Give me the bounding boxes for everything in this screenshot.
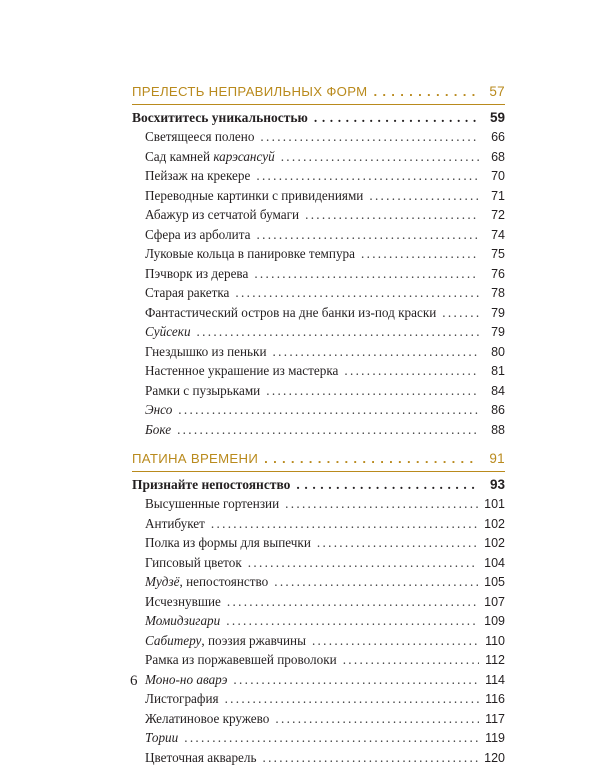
section-rule [132,471,505,472]
dot-leader [275,711,479,724]
entry-title: Гипсовый цветок [145,555,242,571]
section-heading[interactable] [132,84,505,104]
toc-entry[interactable] [132,129,505,149]
dot-leader [235,285,479,298]
entry-page-number: 101 [484,497,505,511]
dot-leader [285,496,478,509]
toc-entry[interactable] [132,672,505,692]
dot-leader [254,266,479,279]
chapter-title: Восхититесь уникальностью [132,110,308,126]
section-title: ПАТИНА ВРЕМЕНИ [132,451,258,466]
toc-entry[interactable] [132,633,505,653]
chapter-page-number: 93 [485,477,505,492]
entry-page-number: 80 [485,345,505,359]
entry-page-number: 76 [485,267,505,281]
entry-page-number: 120 [484,751,505,765]
entry-title: Сфера из арболита [145,227,251,243]
entry-title: Фантастический остров на дне банки из-под краски [145,305,436,321]
dot-leader [197,324,479,337]
section-page-number: 91 [485,451,505,466]
entry-page-number: 110 [485,634,505,648]
chapter-heading[interactable] [132,110,505,129]
entry-page-number: 81 [485,364,505,378]
entry-title: Высушенные гортензии [145,496,279,512]
entry-title: Мудзё, непостоянство [145,574,268,590]
toc-entry[interactable] [132,285,505,305]
toc-entry[interactable] [132,207,505,227]
section-rule [132,104,505,105]
entry-page-number: 79 [485,306,505,320]
dot-leader [369,188,479,201]
entry-title: Моно-но аварэ [145,672,227,688]
entry-page-number: 88 [485,423,505,437]
entry-page-number: 114 [485,673,505,687]
toc-entry[interactable] [132,227,505,247]
entry-page-number: 66 [485,130,505,144]
entry-title: Сад камней карэсансуй [145,149,275,165]
dot-leader [260,129,479,142]
entry-page-number: 70 [485,169,505,183]
chapter-heading[interactable] [132,477,505,496]
entry-title: Светящееся полено [145,129,254,145]
dot-leader [248,555,478,568]
entry-title: Пейзаж на крекере [145,168,250,184]
entry-page-number: 68 [485,150,505,164]
entry-page-number: 74 [485,228,505,242]
dot-leader [256,168,479,181]
entry-page-number: 112 [485,653,505,667]
dot-leader [281,149,479,162]
entry-title: Рамка из поржавевшей проволоки [145,652,337,668]
entry-page-number: 102 [484,536,505,550]
dot-leader [442,305,479,318]
entry-page-number: 107 [484,595,505,609]
entry-page-number: 116 [485,692,505,706]
dot-leader [296,477,479,491]
section-title: ПРЕЛЕСТЬ НЕПРАВИЛЬНЫХ ФОРМ [132,84,367,99]
toc-entry[interactable] [132,188,505,208]
toc-entry[interactable] [132,168,505,188]
dot-leader [177,422,479,435]
entry-page-number: 75 [485,247,505,261]
section-heading[interactable] [132,451,505,471]
toc-entry[interactable] [132,535,505,555]
entry-title: Пэчворк из дерева [145,266,248,282]
toc-entry[interactable] [132,652,505,672]
chapter-page-number: 59 [485,110,505,125]
entry-title: Настенное украшение из мастерка [145,363,338,379]
entry-list [132,496,505,769]
dot-leader [312,633,479,646]
dot-leader [266,383,479,396]
toc-entry[interactable] [132,324,505,344]
toc-entry[interactable] [132,363,505,383]
table-of-contents [132,84,505,769]
entry-page-number: 79 [485,325,505,339]
entry-title: Старая ракетка [145,285,229,301]
entry-page-number: 105 [484,575,505,589]
toc-entry[interactable] [132,555,505,575]
entry-title: Момидзигари [145,613,220,629]
entry-title: Антибукет [145,516,205,532]
entry-title: Суйсеки [145,324,191,340]
dot-leader [257,227,480,240]
entry-page-number: 84 [485,384,505,398]
dot-leader [344,363,479,376]
toc-entry[interactable] [132,750,505,769]
toc-entry[interactable] [132,691,505,711]
toc-entry[interactable] [132,594,505,614]
toc-entry[interactable] [132,574,505,594]
entry-title: Энсо [145,402,172,418]
toc-entry[interactable] [132,496,505,516]
entry-title: Цветочная акварель [145,750,256,766]
entry-page-number: 104 [484,556,505,570]
chapter-title: Признайте непостоянство [132,477,290,493]
dot-leader [305,207,479,220]
dot-leader [373,84,479,97]
toc-entry[interactable] [132,516,505,536]
dot-leader [226,613,478,626]
toc-entry[interactable] [132,422,505,442]
entry-title: Тории [145,730,178,746]
dot-leader [225,691,479,704]
entry-page-number: 102 [484,517,505,531]
entry-title: Желатиновое кружево [145,711,269,727]
dot-leader [274,574,478,587]
entry-title: Рамки с пузырьками [145,383,260,399]
toc-entry[interactable] [132,383,505,403]
entry-title: Листография [145,691,219,707]
dot-leader [233,672,479,685]
entry-list [132,129,505,441]
dot-leader [314,110,479,124]
toc-entry[interactable] [132,246,505,266]
entry-title: Абажур из сетчатой бумаги [145,207,299,223]
dot-leader [211,516,478,529]
toc-entry[interactable] [132,344,505,364]
toc-entry[interactable] [132,402,505,422]
entry-title: Боке [145,422,171,438]
toc-entry[interactable] [132,305,505,325]
page-number-folio: 6 [130,673,138,690]
entry-page-number: 109 [484,614,505,628]
entry-page-number: 117 [485,712,505,726]
entry-page-number: 71 [485,189,505,203]
entry-page-number: 78 [485,286,505,300]
entry-title: Полка из формы для выпечки [145,535,311,551]
dot-leader [264,451,479,464]
dot-leader [317,535,478,548]
entry-title: Сабитеру, поэзия ржавчины [145,633,306,649]
dot-leader [361,246,479,259]
entry-title: Переводные картинки с привидениями [145,188,363,204]
dot-leader [262,750,478,763]
toc-entry[interactable] [132,266,505,286]
section-page-number: 57 [485,84,505,99]
toc-entry[interactable] [132,730,505,750]
entry-title: Луковые кольца в панировке темпура [145,246,355,262]
entry-title: Гнездышко из пеньки [145,344,267,360]
dot-leader [227,594,478,607]
toc-entry[interactable] [132,149,505,169]
entry-page-number: 119 [485,731,505,745]
entry-page-number: 86 [485,403,505,417]
dot-leader [178,402,479,415]
dot-leader [184,730,479,743]
entry-title: Исчезнувшие [145,594,221,610]
section-gap [132,441,505,451]
toc-entry[interactable] [132,711,505,731]
dot-leader [343,652,479,665]
dot-leader [273,344,479,357]
entry-page-number: 72 [485,208,505,222]
toc-entry[interactable] [132,613,505,633]
